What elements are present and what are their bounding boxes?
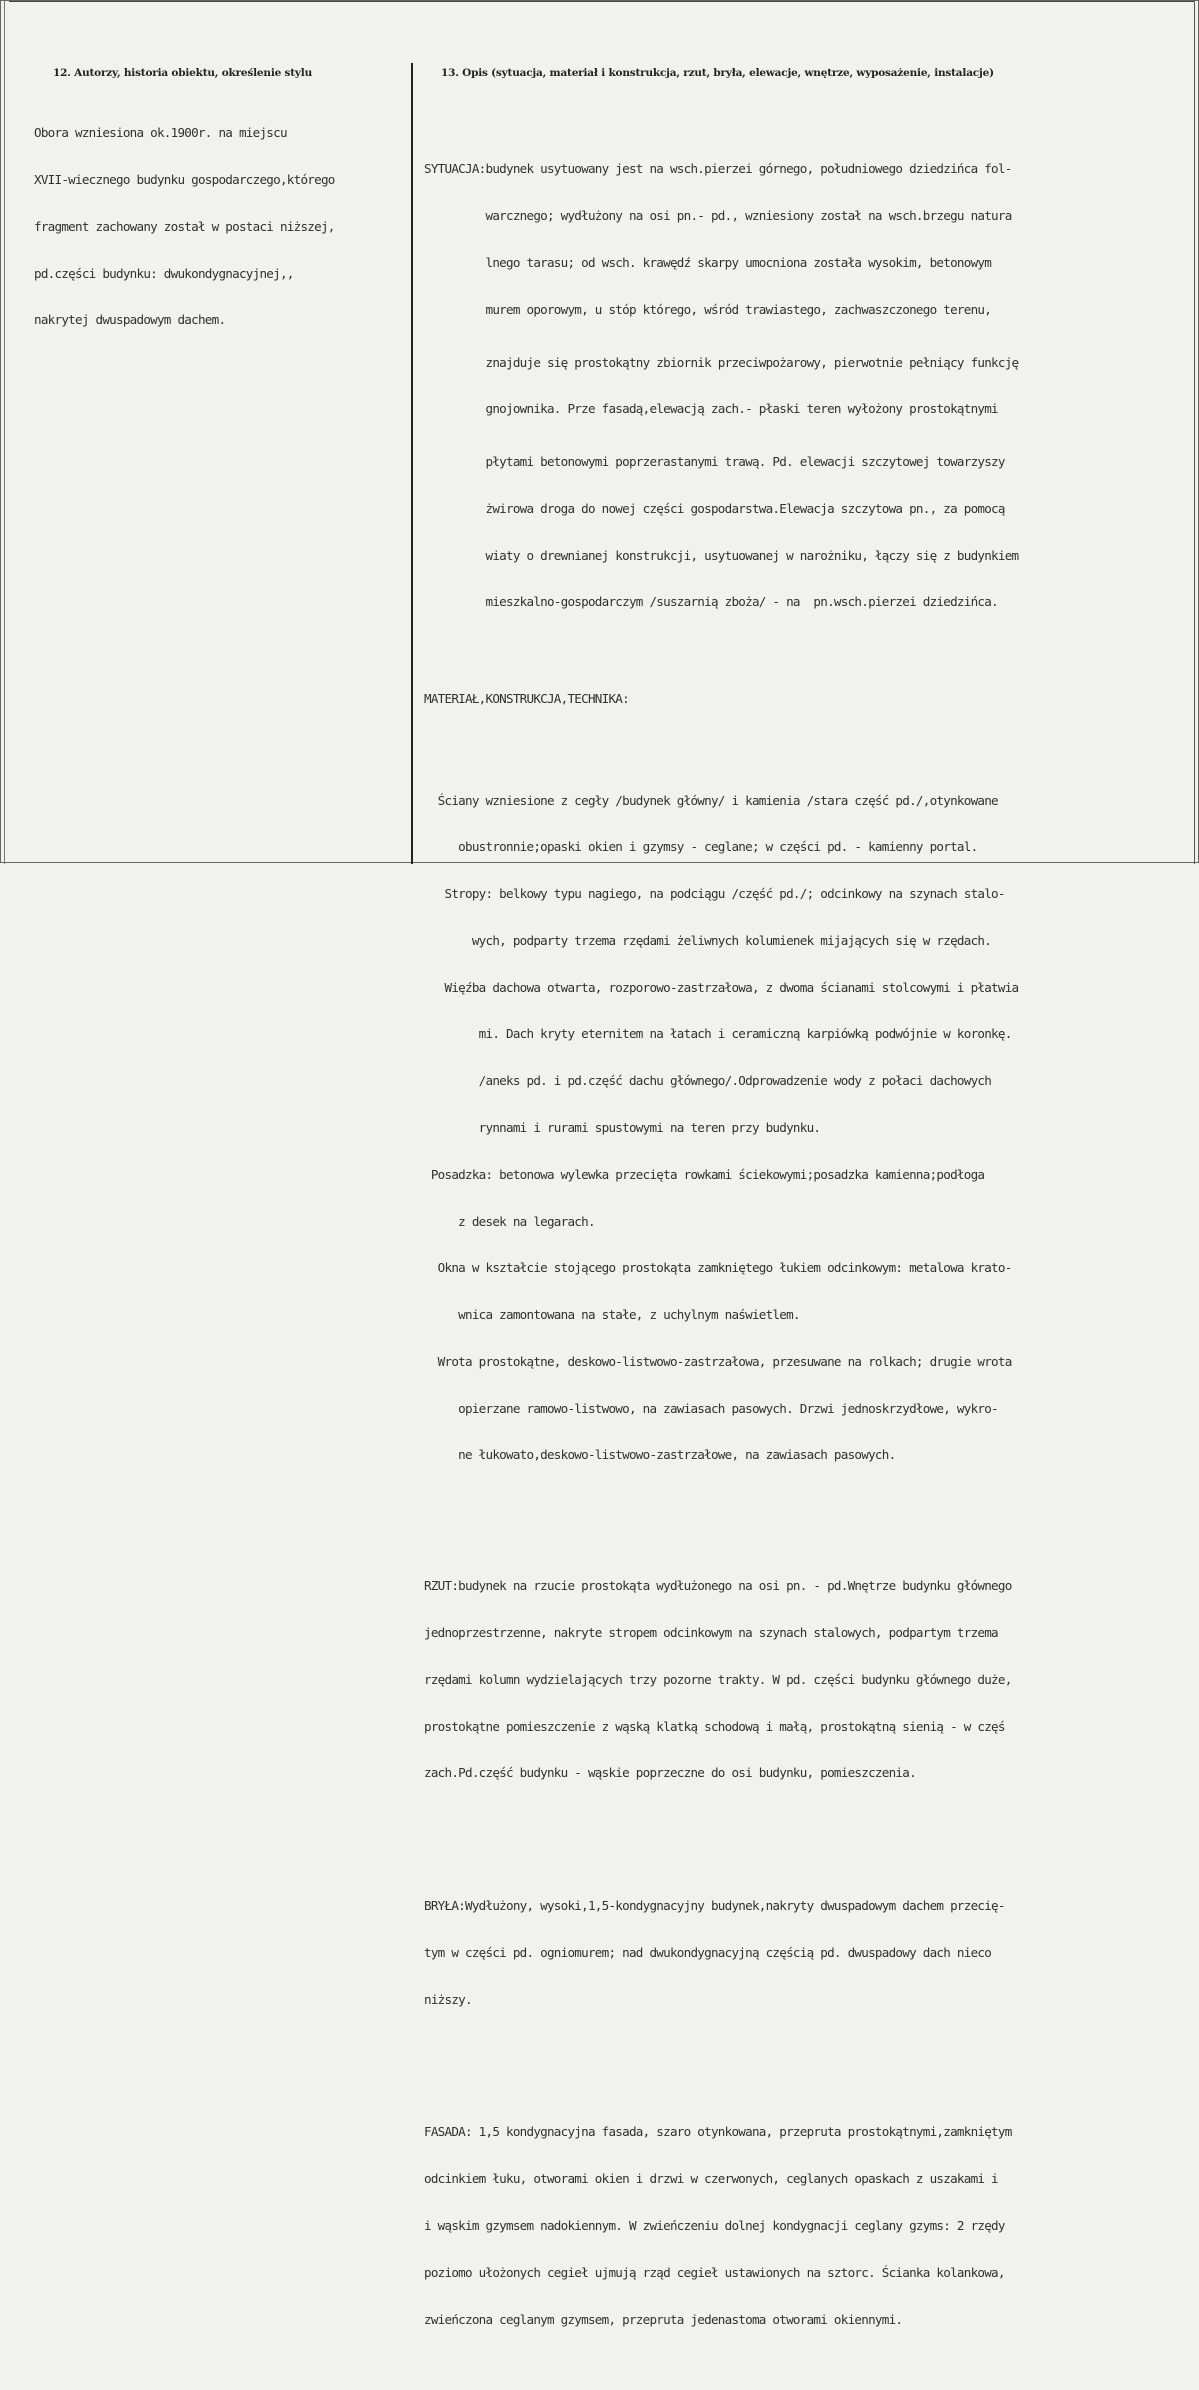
material-line: /aneks pd. i pd.część dachu głównego/.Odprowadzenie wody z połaci dachowych [424, 1073, 992, 1089]
material-line: mi. Dach kryty eternitem na łatach i ceramiczną karpiówką podwójnie w koronkę. [424, 1026, 1012, 1042]
sytuacja-block [424, 130, 1184, 641]
sytuacja-line: wiaty o drewnianej konstrukcji, usytuowanej w narożniku, łączy się z budynkiem [424, 547, 1019, 563]
material-line: opierzane ramowo-listwowo, na zawiasach pasowych. Drzwi jednoskrzydłowe, wykro- [424, 1400, 998, 1416]
sytuacja-line: znajduje się prostokątny zbiornik przeciwpożarowy, pierwotnie pełniący funkcję [424, 354, 1019, 370]
material-line: obustronnie;opaski okien i gzymsy - ceglane; w części pd. - kamienny portal. [424, 839, 978, 855]
sytuacja-line: murem oporowym, u stóp którego, wśród trawiastego, zachwaszczonego terenu, [424, 301, 992, 317]
right-border [1194, 1, 1195, 864]
material-line: Wrota prostokątne, deskowo-listwowo-zastrzałowa, przesuwane na rolkach; drugie wrota [424, 1353, 1012, 1369]
bryla-line: niższy. [424, 1991, 472, 2007]
history-line: XVII-wiecznego budynku gospodarczego,którego [34, 171, 335, 187]
sytuacja-line: SYTUACJA:budynek usytuowany jest na wsch.pierzei górnego, południowego dziedzińca fol- [424, 161, 1012, 177]
material-line: wych, podparty trzema rzędami żeliwnych kolumienek mijających się w rzędach. [424, 932, 992, 948]
rzut-line: RZUT:budynek na rzucie prostokąta wydłużonego na osi pn. - pd.Wnętrze budynku głównego [424, 1578, 1012, 1594]
top-border [9, 1, 1194, 2]
material-line: rynnami i rurami spustowymi na teren przy budynku. [424, 1120, 821, 1135]
history-line: pd.części budynku: dwukondygnacyjnej,, [34, 265, 294, 281]
bryla-line: tym w części pd. ogniomurem; nad dwukondygnacyjną częścią pd. dwuspadowy dach nieco [424, 1944, 992, 1960]
material-line: Posadzka: betonowa wylewka przecięta rowkami ściekowymi;posadzka kamienna;podłoga [424, 1166, 985, 1182]
rzut-line: prostokątne pomieszczenie z wąską klatką schodową i małą, prostokątną sienią - w częś [424, 1718, 1005, 1734]
material-line: wnica zamontowana na stałe, z uchylnym naświetlem. [424, 1307, 800, 1323]
bryla-line: BRYŁA:Wydłużony, wysoki,1,5-kondygnacyjny budynek,nakryty dwuspadowym dachem przecię- [424, 1898, 1005, 1914]
sytuacja-line: płytami betonowymi poprzerastanymi trawą. Pd. elewacji szczytowej towarzyszy [424, 454, 1005, 470]
sytuacja-line: żwirowa droga do nowej części gospodarstwa.Elewacja szczytowa pn., za pomocą [424, 500, 1005, 516]
sytuacja-line: lnego tarasu; od wsch. krawędź skarpy umocniona została wysokim, betonowym [424, 254, 992, 270]
history-line: nakrytej dwuspadowym dachem. [34, 312, 226, 328]
history-line: Obora wzniesiona ok.1900r. na miejscu [34, 125, 287, 141]
column-divider [411, 63, 413, 864]
material-heading: MATERIAŁ,KONSTRUKCJA,TECHNIKA: [424, 690, 629, 706]
material-line: z desek na legarach. [424, 1213, 595, 1229]
material-line: ne łukowato,deskowo-listwowo-zastrzałowe, na zawiasach pasowych. [424, 1447, 896, 1463]
material-block [424, 761, 1184, 1494]
material-line: Ściany wzniesione z cegły /budynek główny/ i kamienia /stara część pd./,otynkowane [424, 792, 998, 808]
left-border [4, 1, 5, 864]
fasada-line: i wąskim gzymsem nadokiennym. W zwieńczeniu dolnej kondygnacji ceglany gzyms: 2 rzędy [424, 2217, 1005, 2233]
history-text [34, 94, 335, 359]
sytuacja-line: warcznego; wydłużony na osi pn.- pd., wzniesiony został na wsch.brzegu natura [424, 208, 1012, 224]
sytuacja-line: mieszkalno-gospodarczym /suszarnią zboża/ - na pn.wsch.pierzei dziedzińca. [424, 594, 998, 610]
fasada-line: poziomo ułożonych cegieł ujmują rząd cegieł ustawionych na sztorc. Ścianka kolankowa, [424, 2264, 1005, 2280]
fasada-line: FASADA: 1,5 kondygnacyjna fasada, szaro otynkowana, przepruta prostokątnymi,zamkniętym [424, 2124, 1012, 2140]
section-13-header: 13. Opis (sytuacja, materiał i konstrukcja, rzut, bryła, elewacje, wnętrze, wyposażenie, instalacje) [441, 67, 994, 79]
material-line: Stropy: belkowy typu nagiego, na podciągu /część pd./; odcinkowy na szynach stalo- [424, 886, 1005, 902]
bryla-block [424, 1867, 1184, 2039]
history-line: fragment zachowany został w postaci niższej, [34, 218, 335, 234]
sytuacja-line: gnojownika. Prze fasadą,elewacją zach.- płaski teren wyłożony prostokątnymi [424, 401, 998, 417]
fasada-block [424, 2093, 1184, 2358]
section-12-header: 12. Autorzy, historia obiektu, określenie stylu [53, 67, 313, 79]
material-line: Okna w kształcie stojącego prostokąta zamkniętego łukiem odcinkowym: metalowa krato- [424, 1260, 1012, 1276]
fasada-line: odcinkiem łuku, otworami okien i drzwi w czerwonych, ceglanych opaskach z uszakami i [424, 2171, 998, 2187]
rzut-line: rzędami kolumn wydzielających trzy pozorne trakty. W pd. części budynku głównego duże, [424, 1671, 1012, 1687]
material-line: Więźba dachowa otwarta, rozporowo-zastrzałowa, z dwoma ścianami stolcowymi i płatwia [424, 979, 1019, 995]
rzut-line: zach.Pd.część budynku - wąskie poprzeczne do osi budynku, pomieszczenia. [424, 1765, 916, 1781]
rzut-line: jednoprzestrzenne, nakryte stropem odcinkowym na szynach stalowych, podpartym trzema [424, 1625, 998, 1640]
fasada-line: zwieńczona ceglanym gzymsem, przepruta jedenastoma otworami okiennymi. [424, 2311, 903, 2327]
rzut-block [424, 1547, 1184, 1812]
description-text [424, 99, 1184, 2390]
